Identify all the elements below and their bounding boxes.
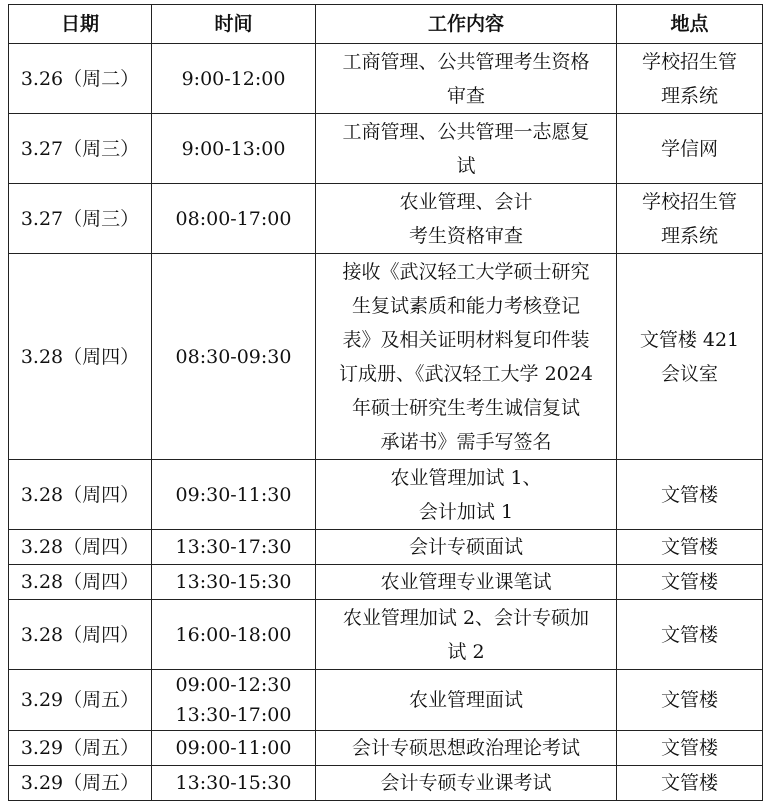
cell-work-line: 审查 (446, 84, 485, 107)
cell-place-line: 理系统 (660, 224, 718, 247)
cell-time-line: 13:30-15:30 (175, 571, 292, 593)
cell-place-line: 理系统 (660, 84, 718, 107)
cell-time-line: 9:00-12:00 (181, 67, 286, 90)
cell-place (617, 114, 763, 184)
cell-work (316, 731, 617, 766)
cell-time-line: 08:00-17:00 (175, 207, 292, 230)
cell-date: 3.28（周四） (9, 600, 152, 670)
cell-work-line: 承诺书》需手写签名 (380, 430, 552, 453)
table-row (9, 600, 763, 670)
cell-place-line: 会议室 (660, 362, 718, 385)
cell-work-line: 会计专硕面试 (408, 536, 523, 558)
cell-place (617, 530, 763, 565)
cell-work-line: 工商管理、公共管理考生资格 (342, 50, 590, 73)
cell-time-line: 09:00-11:00 (175, 737, 292, 759)
cell-time (152, 114, 316, 184)
cell-work (316, 600, 617, 670)
cell-work-line: 工商管理、公共管理一志愿复 (342, 120, 590, 143)
cell-work (316, 530, 617, 565)
cell-time (152, 731, 316, 766)
cell-work-line: 会计加试 1 (418, 500, 514, 523)
cell-time (152, 530, 316, 565)
cell-work-line: 会计专硕思想政治理论考试 (351, 737, 580, 759)
cell-time-line: 13:30-17:30 (175, 536, 292, 558)
cell-place-line: 文管楼 (660, 571, 718, 593)
cell-time (152, 184, 316, 254)
cell-work-line: 农业管理专业课笔试 (380, 571, 552, 593)
cell-work-line: 表》及相关证明材料复印件装 (342, 328, 590, 351)
cell-date: 3.27（周三） (9, 184, 152, 254)
cell-work (316, 114, 617, 184)
cell-work-line: 农业管理加试 1、 (390, 466, 542, 489)
cell-time (152, 600, 316, 670)
cell-work (316, 254, 617, 460)
cell-work-line: 农业管理、会计 (399, 190, 533, 213)
cell-time-line: 13:30-17:00 (175, 704, 292, 726)
cell-work-line: 生复试素质和能力考核登记 (351, 294, 580, 317)
header-date: 日期 (9, 5, 152, 44)
cell-time (152, 670, 316, 731)
cell-work (316, 565, 617, 600)
cell-time-line: 09:00-12:30 (175, 674, 292, 696)
cell-place (617, 565, 763, 600)
cell-time-line: 13:30-15:30 (175, 772, 292, 794)
cell-date: 3.28（周四） (9, 460, 152, 530)
cell-work-line: 试 (456, 154, 476, 177)
header-row (9, 5, 763, 44)
cell-place-line: 文管楼 421 (639, 328, 740, 351)
cell-work-line: 考生资格审查 (408, 224, 523, 247)
cell-date: 3.28（周四） (9, 565, 152, 600)
cell-work-line: 接收《武汉轻工大学硕士研究 (342, 260, 590, 283)
cell-place-line: 学校招生管 (641, 190, 737, 213)
cell-place (617, 184, 763, 254)
cell-work-line: 农业管理加试 2、会计专硕加 (342, 606, 590, 629)
cell-place (617, 766, 763, 801)
header-work: 工作内容 (316, 5, 617, 44)
cell-work-line: 试 2 (447, 640, 485, 663)
table-row (9, 530, 763, 565)
cell-work-line: 农业管理面试 (408, 689, 523, 711)
cell-time-line: 9:00-13:00 (181, 137, 286, 160)
cell-time (152, 254, 316, 460)
cell-work (316, 184, 617, 254)
cell-place (617, 44, 763, 114)
cell-place-line: 学校招生管 (641, 50, 737, 73)
cell-work (316, 44, 617, 114)
cell-place-line: 文管楼 (660, 737, 718, 759)
cell-place (617, 254, 763, 460)
cell-date: 3.29（周五） (9, 731, 152, 766)
cell-date: 3.28（周四） (9, 254, 152, 460)
cell-work-line: 会计专硕专业课考试 (380, 772, 552, 794)
cell-date: 3.29（周五） (9, 766, 152, 801)
header-place: 地点 (617, 5, 763, 44)
cell-date: 3.26（周二） (9, 44, 152, 114)
cell-place-line: 文管楼 (660, 772, 718, 794)
table-row (9, 731, 763, 766)
table-row (9, 44, 763, 114)
table-row (9, 460, 763, 530)
cell-time (152, 460, 316, 530)
header-time: 时间 (152, 5, 316, 44)
cell-work-line: 年硕士研究生考生诚信复试 (351, 396, 580, 419)
cell-place-line: 文管楼 (660, 483, 718, 506)
table-row (9, 254, 763, 460)
cell-place (617, 460, 763, 530)
schedule-table (8, 4, 763, 801)
table-row (9, 565, 763, 600)
cell-place (617, 670, 763, 731)
cell-place (617, 600, 763, 670)
cell-work (316, 460, 617, 530)
cell-time (152, 44, 316, 114)
cell-time-line: 08:30-09:30 (175, 345, 292, 368)
cell-time (152, 565, 316, 600)
cell-time-line: 09:30-11:30 (175, 483, 292, 506)
cell-time (152, 766, 316, 801)
cell-time-line: 16:00-18:00 (175, 623, 292, 646)
cell-date: 3.28（周四） (9, 530, 152, 565)
cell-work-line: 订成册、《武汉轻工大学 2024 (339, 362, 593, 385)
table-row (9, 766, 763, 801)
schedule-body (9, 44, 763, 801)
cell-date: 3.29（周五） (9, 670, 152, 731)
table-row (9, 114, 763, 184)
cell-work (316, 766, 617, 801)
cell-place-line: 文管楼 (660, 536, 718, 558)
cell-place-line: 学信网 (660, 137, 718, 160)
cell-place-line: 文管楼 (660, 623, 718, 646)
cell-place-line: 文管楼 (660, 689, 718, 711)
table-row (9, 670, 763, 731)
table-row (9, 184, 763, 254)
cell-work (316, 670, 617, 731)
cell-place (617, 731, 763, 766)
cell-date: 3.27（周三） (9, 114, 152, 184)
